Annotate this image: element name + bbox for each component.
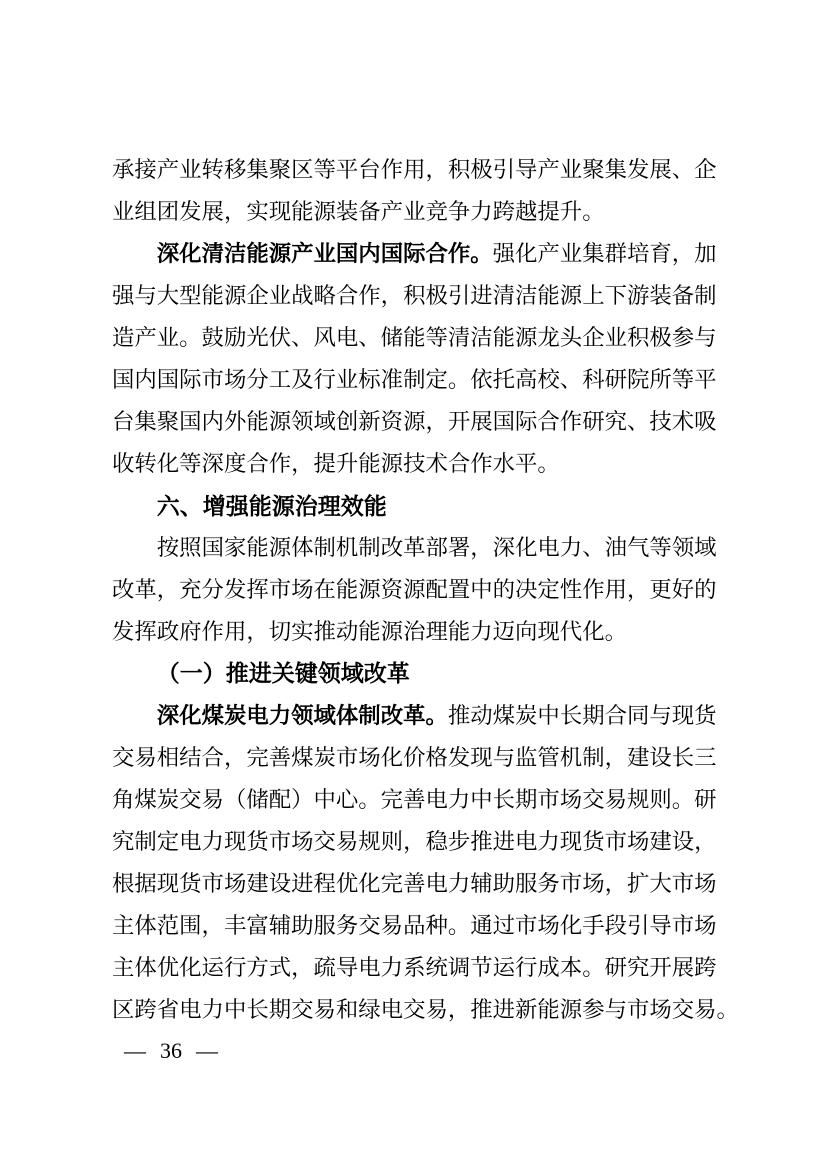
line-text: 推动煤炭中长期合同与现货 <box>447 703 717 728</box>
text-line: 收转化等深度合作，提升能源技术合作水平。 <box>112 451 560 476</box>
text-line: 承接产业转移集聚区等平台作用，积极引导产业聚集发展、企 <box>112 157 717 182</box>
text-line: 按照国家能源体制机制改革部署，深化电力、油气等领域 <box>156 535 717 560</box>
text-line: 强与大型能源企业战略合作，积极引进清洁能源上下游装备制 <box>112 283 717 308</box>
text-line: 业组团发展，实现能源装备产业竞争力跨越提升。 <box>112 199 605 224</box>
text-line: 主体范围，丰富辅助服务交易品种。通过市场化手段引导市场 <box>112 913 717 938</box>
text-line: 造产业。鼓励光伏、风电、储能等清洁能源龙头企业积极参与 <box>112 325 717 350</box>
bold-lead-sentence: 深化清洁能源产业国内国际合作。 <box>156 241 493 266</box>
text-line: 发挥政府作用，切实推动能源治理能力迈向现代化。 <box>112 619 627 644</box>
text-line-bold-lead <box>112 233 762 275</box>
text-line: 国内国际市场分工及行业标准制定。依托高校、科研院所等平 <box>112 367 717 392</box>
footer-left-dash: — <box>124 1038 146 1063</box>
text-line-bold-lead <box>112 695 762 737</box>
text-line: 区跨省电力中长期交易和绿电交易，推进新能源参与市场交易。 <box>112 997 739 1022</box>
text-line: 究制定电力现货市场交易规则，稳步推进电力现货市场建设， <box>112 829 717 854</box>
page-number: 36 <box>160 1038 182 1063</box>
text-line: 交易相结合，完善煤炭市场化价格发现与监管机制，建设长三 <box>112 745 717 770</box>
footer-right-dash: — <box>196 1038 218 1063</box>
page-footer <box>124 1036 218 1066</box>
text-line: 改革，充分发挥市场在能源资源配置中的决定性作用，更好的 <box>112 577 717 602</box>
subsection-heading: （一）推进关键领域改革 <box>156 661 410 686</box>
document-text-block <box>112 149 762 1031</box>
text-line: 台集聚国内外能源领域创新资源，开展国际合作研究、技术吸 <box>112 409 717 434</box>
text-line: 主体优化运行方式，疏导电力系统调节运行成本。研究开展跨 <box>112 955 717 980</box>
bold-lead-sentence: 深化煤炭电力领域体制改革。 <box>156 703 448 728</box>
text-line: 角煤炭交易（储配）中心。完善电力中长期市场交易规则。研 <box>112 787 717 812</box>
text-line: 根据现货市场建设进程优化完善电力辅助服务市场，扩大市场 <box>112 871 717 896</box>
line-text: 强化产业集群培育，加 <box>492 241 717 266</box>
section-heading: 六、增强能源治理效能 <box>156 493 387 519</box>
